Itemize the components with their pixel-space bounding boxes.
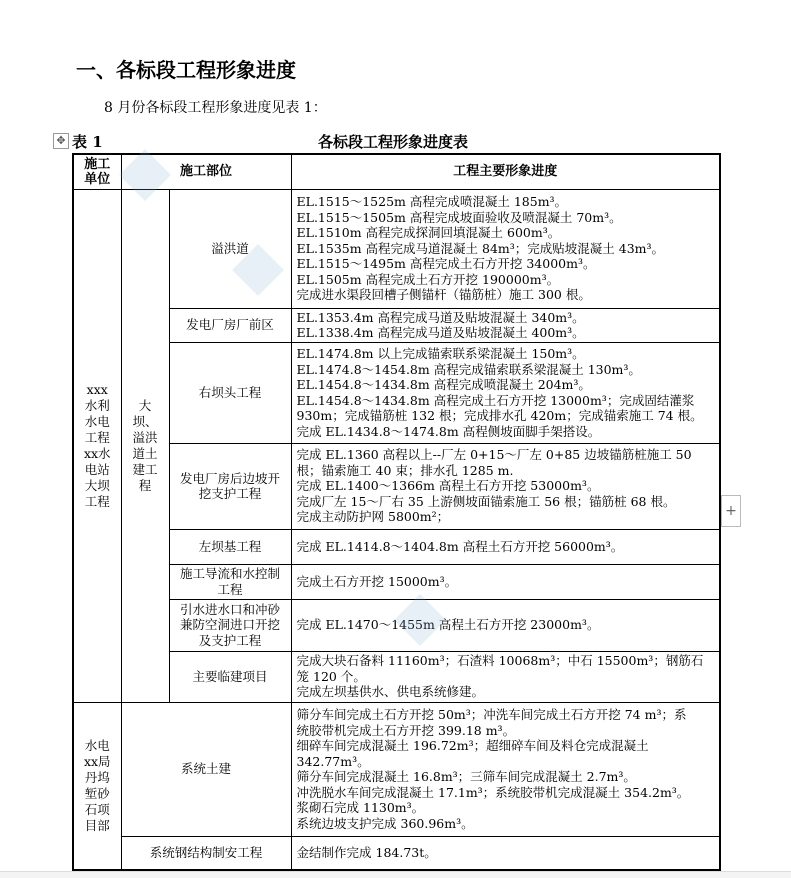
part-cell [169, 564, 291, 599]
progress-cell [291, 189, 720, 308]
table-row [73, 342, 720, 443]
part-cell: 主要临建项目 [169, 651, 291, 702]
progress-cell [291, 651, 720, 702]
part-cell: 溢洪道 [169, 189, 291, 308]
table-row [73, 599, 720, 651]
progress-line: EL.1505m 高程完成土石方开挖 190000m³。 [296, 271, 560, 287]
progress-line: 完成 EL.1400～1366m 高程土石方开挖 53000m³。 [296, 478, 600, 494]
progress-line: 笼 120 个。 [296, 668, 366, 684]
table-row [73, 529, 720, 564]
progress-cell [291, 702, 720, 836]
table-row [73, 651, 720, 702]
part-text: 引水进水口和冲砂兼防空洞进口开挖及支护工程 [180, 601, 281, 648]
table-label: 表 1 [72, 133, 103, 151]
progress-line: 统胶带机完成土石方开挖 399.18 m³。 [296, 722, 516, 738]
progress-cell [291, 564, 720, 599]
progress-cell [291, 836, 720, 870]
progress-line: EL.1474.8～1454.8m 高程完成锚索联系梁混凝土 130m³。 [296, 361, 641, 377]
progress-line: 930m；完成锚筋桩 132 根；完成排水孔 420m；完成锚索施工 74 根。 [296, 408, 703, 423]
table-row [73, 836, 720, 870]
table-row [73, 308, 720, 342]
progress-line: EL.1515～1495m 高程完成土石方开挖 34000m³。 [296, 256, 596, 272]
section-heading: 一、各标段工程形象进度 [76, 58, 296, 82]
progress-cell [291, 529, 720, 564]
part-cell [169, 443, 291, 529]
progress-line: EL.1510m 高程完成探洞回填混凝土 600m³。 [296, 225, 561, 241]
progress-line: 完成厂左 15～厂右 35 上游侧坡面锚索施工 56 根；锚筋桩 68 根。 [296, 493, 676, 509]
progress-line: EL.1338.4m 高程完成马道及贴坡混凝土 400m³。 [296, 325, 585, 340]
progress-line: 冲洗脱水车间完成混凝土 17.1m³；系统胶带机完成混凝土 354.2m³。 [296, 784, 690, 800]
table-row [73, 189, 720, 308]
progress-line: 完成 EL.1414.8～1404.8m 高程土石方开挖 56000m³。 [296, 538, 624, 554]
part-cell: 左坝基工程 [169, 529, 291, 564]
progress-line: 浆砌石完成 1130m³。 [296, 800, 425, 815]
unit-cell [73, 189, 121, 702]
progress-line: 筛分车间完成混凝土 16.8m³；三筛车间完成混凝土 2.7m³。 [296, 769, 636, 784]
header-unit [73, 154, 121, 189]
header-unit-text: 施工单位 [84, 156, 111, 187]
unit-cell [73, 702, 121, 870]
progress-cell [291, 342, 720, 443]
progress-line: EL.1515～1525m 高程完成喷混凝土 185m³。 [296, 194, 568, 210]
progress-cell [291, 599, 720, 651]
progress-line: 完成大块石备料 11160m³；石渣料 10068m³；中石 15500m³；钢筋石 [296, 653, 704, 669]
progress-line: 根；锚索施工 40 束；排水孔 1285 m. [296, 462, 514, 478]
progress-line: EL.1474.8m 以上完成锚索联系梁混凝土 150m³。 [296, 346, 585, 361]
part-cell [169, 599, 291, 651]
progress-line: 系统边坡支护完成 360.96m³。 [296, 815, 474, 831]
header-part: 施工部位 [121, 154, 291, 189]
progress-line: 完成进水渠段回槽子侧锚杆（锚筋桩）施工 300 根。 [296, 287, 591, 303]
add-column-button[interactable]: + [721, 495, 741, 527]
progress-line: 筛分车间完成土石方开挖 50m³；冲洗车间完成土石方开挖 74 m³；系 [296, 707, 687, 722]
unit-text: 水电xx局丹坞堑砂石项目部 [83, 737, 111, 833]
progress-line: EL.1454.8～1434.8m 高程完成喷混凝土 204m³。 [296, 377, 591, 392]
progress-line: 完成左坝基供水、供电系统修建。 [296, 684, 485, 700]
progress-line: 细碎车间完成混凝土 196.72m³；超细碎车间及料仓完成混凝土 [296, 738, 649, 753]
progress-line: 完成主动防护网 5800m²； [296, 509, 450, 525]
table-header-row [73, 154, 720, 189]
progress-line: EL.1515～1505m 高程完成坡面验收及喷混凝土 70m³。 [296, 209, 622, 225]
part-cell: 右坝头工程 [169, 342, 291, 443]
progress-cell [291, 308, 720, 342]
sub-project-text: 大坝、溢洪道土建工程 [132, 397, 158, 493]
part-text: 施工导流和水控制工程 [180, 566, 281, 597]
part-cell: 系统土建 [121, 702, 291, 836]
table-row [73, 443, 720, 529]
part-text: 发电厂房后边坡开挖支护工程 [180, 470, 281, 501]
table-title: 各标段工程形象进度表 [318, 133, 469, 151]
table-row [73, 564, 720, 599]
progress-line: 完成 EL.1434.8～1474.8m 高程侧坡面脚手架搭设。 [296, 423, 601, 439]
progress-line: 完成 EL.1470～1455m 高程土石方开挖 23000m³。 [296, 617, 600, 633]
progress-line: 完成 EL.1360 高程以上--厂左 0+15～厂左 0+85 边坡锚筋桩施工 50 [296, 447, 692, 463]
progress-cell [291, 443, 720, 529]
progress-line: EL.1353.4m 高程完成马道及贴坡混凝土 340m³。 [296, 309, 585, 325]
table-row [73, 702, 720, 836]
progress-line: 342.77m³。 [296, 753, 370, 769]
progress-line: EL.1454.8～1434.8m 高程完成土石方开挖 13000m³；完成固结灌浆 [296, 392, 695, 408]
intro-text: 8 月份各标段工程形象进度见表 1： [104, 100, 327, 116]
part-cell: 系统钢结构制安工程 [121, 836, 291, 870]
unit-text: xxx水利水电工程xx水电站大坝工程 [83, 381, 111, 509]
header-progress: 工程主要形象进度 [291, 154, 720, 189]
progress-line: EL.1535m 高程完成马道混凝土 84m³；完成贴坡混凝土 43m³。 [296, 240, 665, 256]
part-cell: 发电厂房厂前区 [169, 308, 291, 342]
table-move-handle-icon[interactable]: ✥ [53, 133, 69, 149]
progress-line: 完成土石方开挖 15000m³。 [296, 573, 458, 589]
progress-line: 金结制作完成 184.73t。 [296, 845, 437, 860]
progress-table [72, 153, 721, 871]
sub-project-cell [121, 189, 169, 702]
